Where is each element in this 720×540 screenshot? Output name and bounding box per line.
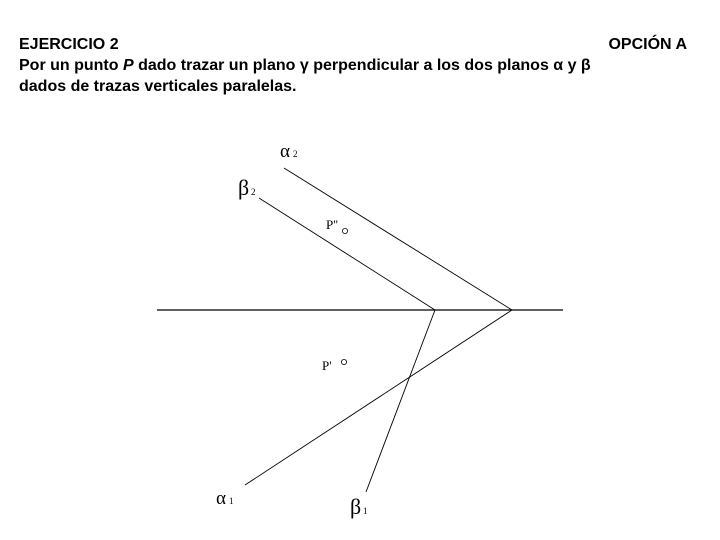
- p-horizontal-label: P': [322, 358, 332, 373]
- statement-text-1: Por un punto: [19, 57, 123, 74]
- alpha1-subscript: 1: [229, 496, 234, 506]
- beta1-label: β: [350, 494, 362, 519]
- p-vertical-label: P'': [326, 217, 338, 232]
- alpha2-trace: [284, 168, 512, 310]
- beta1-trace: [366, 310, 435, 492]
- p-vertical-point: [342, 228, 347, 233]
- exercise-title: EJERCICIO 2: [19, 36, 119, 53]
- statement-point: P: [122, 57, 134, 74]
- beta1-subscript: 1: [363, 506, 368, 516]
- statement-line-2: dados de trazas verticales paralelas.: [19, 78, 297, 95]
- beta2-subscript: 2: [251, 187, 256, 197]
- alpha2-subscript: 2: [293, 149, 298, 159]
- beta2-trace: [259, 198, 435, 310]
- p-horizontal-point: [341, 359, 346, 364]
- alpha1-label: α: [216, 488, 226, 509]
- beta2-label: β: [238, 175, 250, 200]
- statement-text-2: dado trazar un plano γ perpendicular a los dos planos α y β: [133, 57, 591, 74]
- alpha2-label: α: [280, 141, 290, 162]
- option-label: OPCIÓN A: [608, 36, 687, 53]
